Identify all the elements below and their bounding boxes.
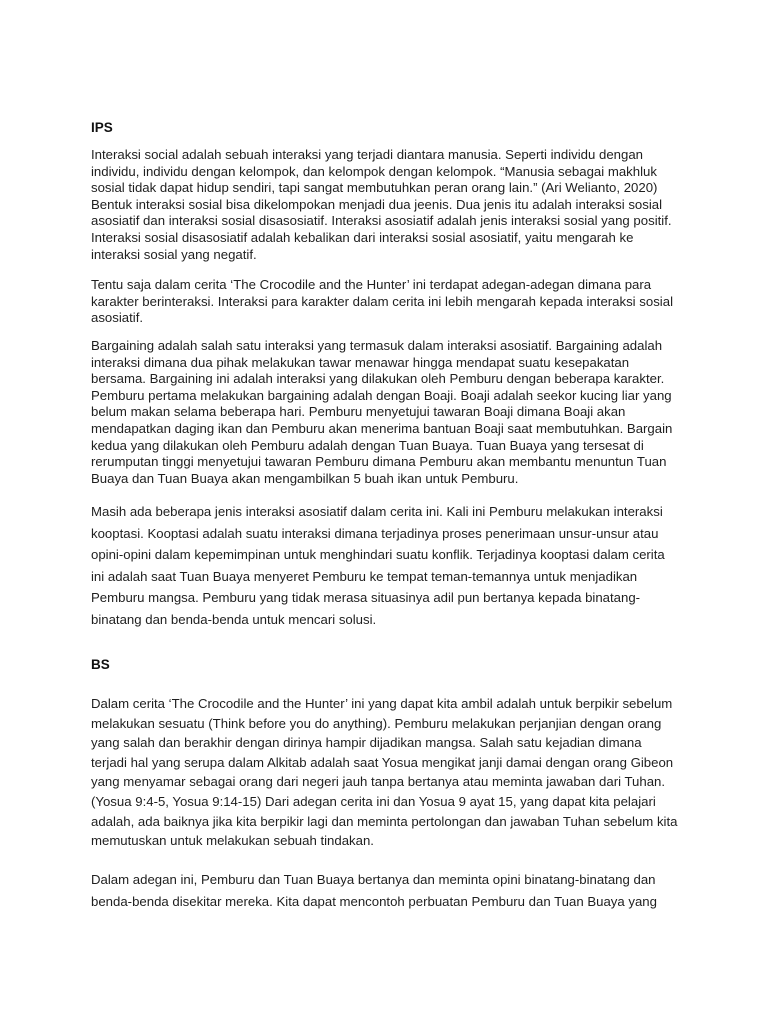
section-heading-ips: IPS <box>91 120 113 135</box>
paragraph-bargaining: Bargaining adalah salah satu interaksi yang termasuk dalam interaksi asosiatif. Bargaining adalah interaksi dimana dua pihak melakukan tawar menawar hingga mendapat suatu kesepakatan bersama. Bargaining ini adalah interaksi yang dilakukan oleh Pemburu dengan beberapa karakter. Pemburu pertama melakukan bargaining adalah dengan Boaji. Boaji adalah seekor kucing liar yang belum makan selama beberapa hari. Pemburu menyetujui tawaran Boaji dimana Boaji akan mendapatkan daging ikan dan Pemburu akan menerima bantuan Boaji saat membutuhkan. Bargain kedua yang dilakukan oleh Pemburu adalah dengan Tuan Buaya. Tuan Buaya yang tersesat di rerumputan tinggi menyetujui tawaran Pemburu dimana Pemburu akan membantu menuntun Tuan Buaya dan Tuan Buaya akan mengambilkan 5 buah ikan untuk Pemburu. <box>91 338 673 486</box>
paragraph-social-interaction: Interaksi social adalah sebuah interaksi yang terjadi diantara manusia. Seperti individu dengan individu, individu dengan kelompok, dan kelompok dengan kelompok. “Manusia sebagai makhluk sosial tidak dapat hidup sendiri, tapi sangat membutuhkan peran orang lain.” (Ari Welianto, 2020) Bentuk interaksi sosial bisa dikelompokan menjadi dua jeenis. Dua jenis itu adalah interaksi sosial asosiatif dan interaksi sosial disasosiatif. Interaksi asosiatif adalah jenis interaksi sosial yang positif. Interaksi sosial disasosiatif adalah kebalikan dari interaksi sosial asosiatif, yaitu mengarah ke interaksi sosial yang negatif. <box>91 147 672 262</box>
paragraph-story-interaction: Tentu saja dalam cerita ‘The Crocodile and the Hunter’ ini terdapat adegan-adegan dimana para karakter berinteraksi. Interaksi para karakter dalam cerita ini lebih mengarah kepada interaksi sosial asosiatif. <box>91 277 673 326</box>
paragraph-cooptation: Masih ada beberapa jenis interaksi asosiatif dalam cerita ini. Kali ini Pemburu melakukan interaksi kooptasi. Kooptasi adalah suatu interaksi dimana terjadinya proses penerimaan unsur-unsur atau opini-opini dalam kepemimpinan untuk menghindari suatu konflik. Terjadinya kooptasi dalam cerita ini adalah saat Tuan Buaya menyeret Pemburu ke tempat teman-temannya untuk menjadikan Pemburu mangsa. Pemburu yang tidak merasa situasinya adil pun bertanya kepada binatang-binatang dan benda-benda untuk mencari solusi. <box>91 504 665 627</box>
paragraph-lesson: Dalam cerita ‘The Crocodile and the Hunter’ ini yang dapat kita ambil adalah untuk berpikir sebelum melakukan sesuatu (Think before you do anything). Pemburu melakukan perjanjian dengan orang yang salah dan berakhir dengan dirinya hampir dijadikan mangsa. Salah satu kejadian dimana terjadi hal yang serupa dalam Alkitab adalah saat Yosua mengikat janji damai dengan orang Gibeon yang menyamar sebagai orang dari negeri jauh tanpa bertanya atau meminta jawaban dari Tuhan. (Yosua 9:4-5, Yosua 9:14-15) Dari adegan cerita ini dan Yosua 9 ayat 15, yang dapat kita pelajari adalah, ada baiknya jika kita berpikir lagi dan meminta pertolongan dan jawaban Tuhan sebelum kita memutuskan untuk melakukan sebuah tindakan. <box>91 696 678 849</box>
paragraph-scene: Dalam adegan ini, Pemburu dan Tuan Buaya bertanya dan meminta opini binatang-binatang dan benda-benda disekitar mereka. Kita dapat mencontoh perbuatan Pemburu dan Tuan Buaya yang <box>91 872 657 909</box>
section-heading-bs: BS <box>91 657 110 672</box>
